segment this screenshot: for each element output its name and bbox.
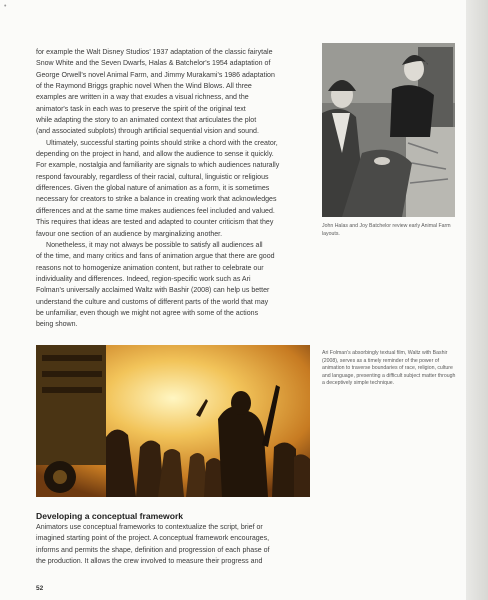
body-line: (and associated subplots) through artificial sequential vision and sound. [36,128,259,136]
body-line: reasons not to homogenize animation content, but rather to celebrate our [36,264,264,272]
body-line: For example, nostalgia and familiarity are signals to which audiences naturally [36,162,280,170]
body-line: respond favourably, regardless of their racial, cultural, linguistic or religious [36,173,269,181]
body-line: for example the Walt Disney Studios' 1937 adaptation of the classic fairytale [36,49,273,56]
body-line: while adapting the story to an animated context that articulates the plot [36,117,257,125]
body-line: individuality and differences. Indeed, region-specific work such as Ari [36,275,251,283]
paragraph-2 [36,138,312,240]
body-line: be unfamiliar, even though we might not agree with some of the actions [36,309,259,317]
halas-batchelor-photo [322,43,455,217]
page-number: 52 [36,585,44,592]
section-text [36,522,312,567]
body-line: This requires that ideas are tested and adapted to counter criticism that they [36,219,274,227]
body-line: understand the culture and customs of different parts of the world that may [36,298,269,306]
illustration-caption: Ari Folman's absorbingly textual film, Waltz with Bashir (2008), serves as a timely reminder of the power of animation to traverse boundaries of race, religion, culture and language, presenting a difficult subject matter through a deceptively simple technique. [322,350,456,387]
body-text [36,47,312,331]
halas-batchelor-photo-image [322,43,455,217]
body-line: differences. Given the global nature of animation as a form, it is sometimes [36,185,270,193]
body-line: animator's task in each was to preserve the spirit of the original text [36,105,246,113]
body-line: Folman's universally acclaimed Waltz with Bashir (2008) can help us better [36,287,270,295]
body-line: being shown. [36,321,78,329]
paragraph-3 [36,240,312,331]
section-heading: Developing a conceptual framework [36,511,184,521]
section-line: informs and permits the shape, definition and progression of each phase of [36,546,270,554]
body-line: differences and at the same time makes audiences feel included and valued. [36,207,275,215]
body-line: of the time, and many critics and fans of animation argue that there are good [36,253,275,261]
body-line: Nonetheless, it may not always be possible to satisfy all audiences all [46,241,263,249]
body-line: examples are written in a way that exudes a visual richness, and the [36,94,249,102]
body-line: George Orwell's novel Animal Farm, and Jimmy Murakami's 1986 adaptation [36,71,275,79]
waltz-with-bashir-image [36,345,310,497]
corner-mark: • [4,3,7,10]
body-line: Ultimately, successful starting points should strike a chord with the creator, [46,139,278,147]
section-line: Animators use conceptual frameworks to contextualize the script, brief or [36,524,263,531]
body-line: depending on the project in hand, and allow the audience to sense it quickly. [36,151,274,159]
body-line: Snow White and the Seven Dwarfs, Halas & Batchelor's 1954 adaptation of [36,60,271,68]
body-line: of the Raymond Briggs graphic novel When the Wind Blows. All three [36,83,252,91]
photo-caption: John Halas and Joy Batchelor review early Animal Farm layouts. [322,223,451,237]
paragraph-1 [36,47,312,138]
section-line: the production. It allows the crew involved to measure their progress and [36,558,263,566]
section-line: imagined starting point of the project. A conceptual framework encourages, [36,535,270,543]
waltz-with-bashir-still [36,345,310,497]
body-line: favour one section of an audience by marginalizing another. [36,230,223,238]
body-line: necessary for creators to strike a balance in creating work that acknowledges [36,196,277,204]
facing-page-edge [466,0,488,600]
